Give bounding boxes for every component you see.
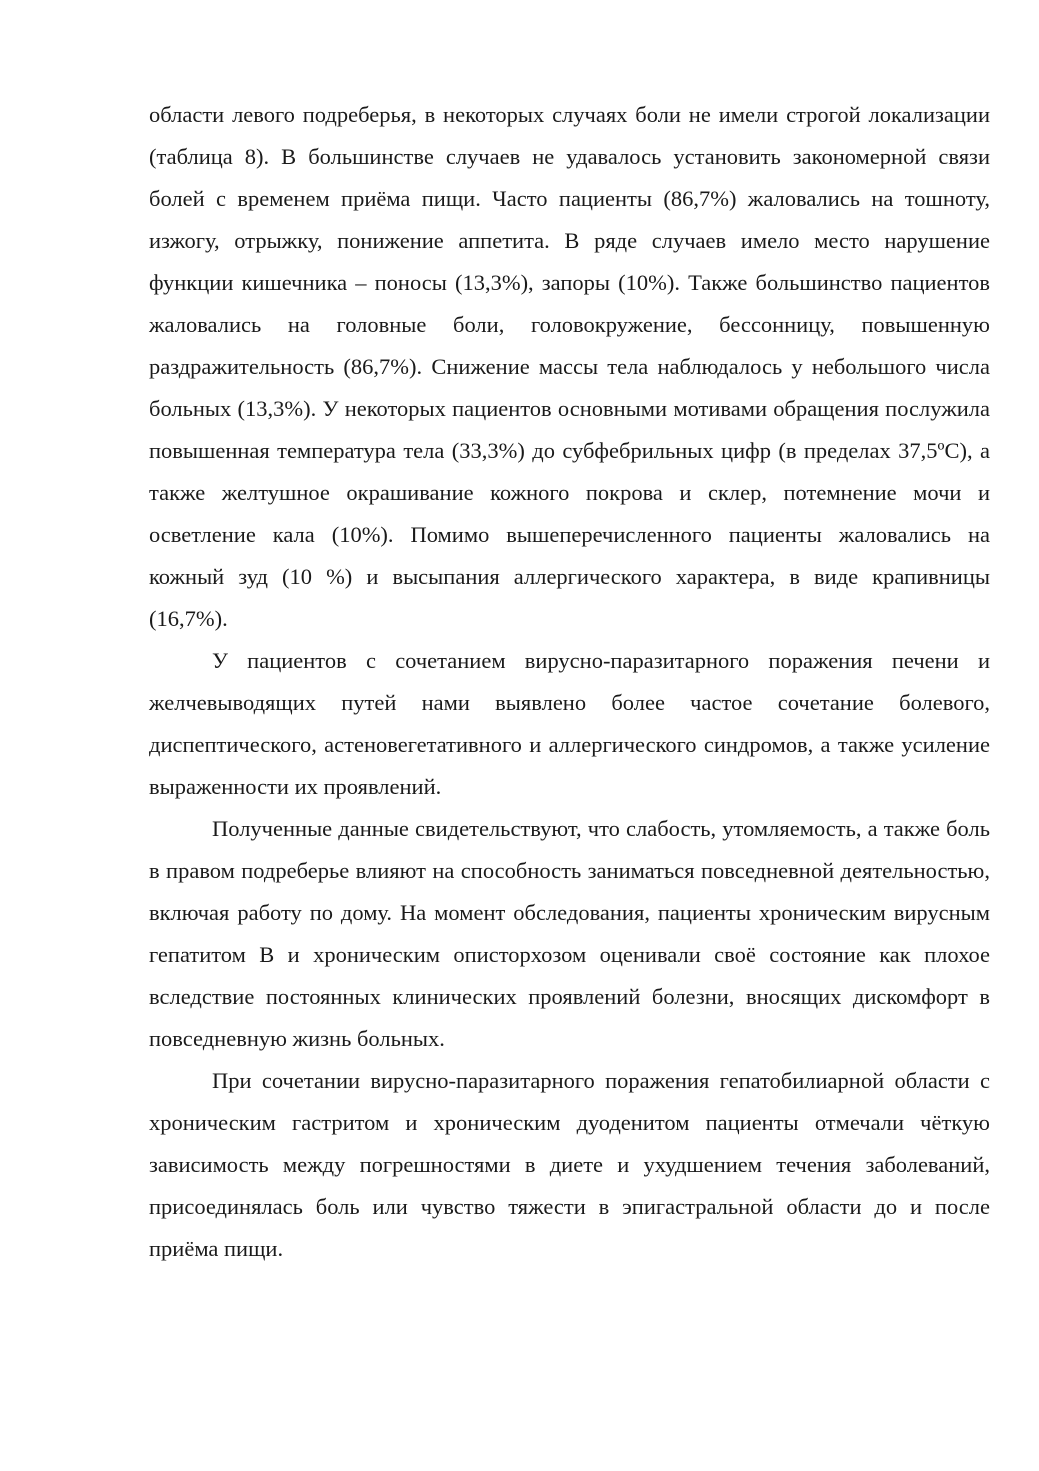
paragraph-daily-activity: Полученные данные свидетельствуют, что слабость, утомляемость, а также боль в правом подреберье влияют на способность заниматься повседневной деятельностью, включая работу по дому. На момент обследования, пациенты хроническим вирусным гепатитом В и хроническим описторхозом оценивали своё состояние как плохое вследствие постоянных клинических проявлений болезни, вносящих дискомфорт в повседневную жизнь больных.: [149, 816, 990, 1051]
paragraph-symptoms: области левого подреберья, в некоторых случаях боли не имели строгой локализации (таблица 8). В большинстве случаев не удавалось установить закономерной связи болей с временем приёма пищи. Часто пациенты (86,7%) жаловались на тошноту, изжогу, отрыжку, понижение аппетита. В ряде случаев имело место нарушение функции кишечника – поносы (13,3%), запоры (10%). Также большинство пациентов жаловались на головные боли, головокружение, бессонницу, повышенную раздражительность (86,7%). Снижение массы тела наблюдалось у небольшого числа больных (13,3%). У некоторых пациентов основными мотивами обращения послужила повышенная температура тела (33,3%) до субфебрильных цифр (в пределах 37,5ºС), а также желтушное окрашивание кожного покрова и склер, потемнение мочи и осветление кала (10%). Помимо вышеперечисленного пациенты жаловались на кожный зуд (10 %) и высыпания аллергического характера, в виде крапивницы (16,7%).: [149, 102, 990, 631]
paragraph-gastritis-duodenitis: При сочетании вирусно-паразитарного поражения гепатобилиарной области с хроническим гастритом и хроническим дуоденитом пациенты отмечали чёткую зависимость между погрешностями в диете и ухудшением течения заболеваний, присоединялась боль или чувство тяжести в эпигастральной области до и после приёма пищи.: [149, 1068, 990, 1261]
paragraph-syndromes: У пациентов с сочетанием вирусно-паразитарного поражения печени и желчевыводящих путей нами выявлено более частое сочетание болевого, диспептического, астеновегетативного и аллергического синдромов, а также усиление выраженности их проявлений.: [149, 648, 990, 799]
body-text: [149, 94, 990, 1270]
